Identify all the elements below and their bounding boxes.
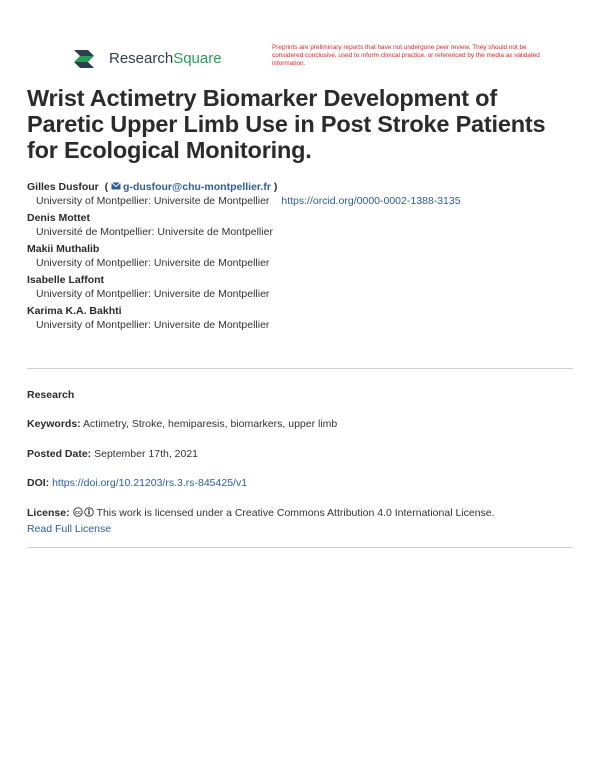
email-open-paren: (: [101, 181, 109, 193]
author-list: [27, 180, 577, 335]
posted-date-value: September 17th, 2021: [94, 448, 199, 460]
posted-date-label: Posted Date:: [27, 448, 92, 460]
doi-label: DOI:: [27, 477, 50, 489]
orcid-link[interactable]: https://orcid.org/0000-0002-1388-3135: [281, 195, 461, 207]
keywords-value: Actimetry, Stroke, hemiparesis, biomarkers, upper limb: [83, 418, 338, 430]
author-entry: [27, 273, 577, 301]
email-close-paren: ): [273, 181, 278, 193]
author-name: Isabelle Laffont: [27, 274, 105, 286]
read-full-license-link[interactable]: Read Full License: [27, 523, 112, 535]
logo-text: [109, 50, 222, 67]
author-email-link[interactable]: g-dusfour@chu-montpellier.fr: [123, 181, 271, 193]
author-affiliation: University of Montpellier: Universite de Montpellier: [36, 195, 270, 207]
divider-top: [27, 368, 573, 369]
research-square-logo-icon: [72, 46, 102, 70]
author-affiliation: University of Montpellier: Universite de Montpellier: [36, 319, 270, 331]
author-name: Makii Muthalib: [27, 243, 100, 255]
author-affiliation: Université de Montpellier: Universite de Montpellier: [36, 226, 273, 238]
research-square-logo[interactable]: [72, 46, 222, 70]
section-type: Research: [27, 389, 75, 401]
envelope-icon: [111, 182, 121, 190]
doi-row: [27, 475, 247, 491]
author-affiliation: University of Montpellier: Universite de Montpellier: [36, 288, 270, 300]
author-entry: [27, 211, 577, 239]
author-entry: [27, 180, 577, 208]
license-text: This work is licensed under a Creative Commons Attribution 4.0 International License.: [96, 507, 495, 519]
license-label: License:: [27, 507, 70, 519]
posted-date-row: [27, 446, 198, 462]
author-affiliation: University of Montpellier: Universite de Montpellier: [36, 257, 270, 269]
keywords-row: [27, 416, 337, 432]
preprint-disclaimer: Preprints are preliminary reports that have not undergone peer review. They should not be considered conclusive, used to inform clinical practice, or referenced by the media as validated information.: [272, 44, 540, 67]
logo-text-research: Research: [109, 49, 174, 67]
creative-commons-icon: [73, 507, 95, 517]
author-entry: [27, 242, 577, 270]
divider-bottom: [27, 547, 573, 548]
author-name: Karima K.A. Bakhti: [27, 305, 122, 317]
svg-text:cc: cc: [74, 510, 81, 517]
section-label: [27, 387, 74, 403]
logo-text-square: Square: [173, 49, 222, 67]
author-name: Denis Mottet: [27, 212, 90, 224]
doi-link[interactable]: https://doi.org/10.21203/rs.3.rs-845425/v1: [52, 477, 248, 489]
paper-title: Wrist Actimetry Biomarker Development of Paretic Upper Limb Use in Post Stroke Patients for Ecological Monitoring.: [27, 85, 546, 163]
author-entry: [27, 304, 577, 332]
keywords-label: Keywords:: [27, 418, 81, 430]
license-row: [27, 505, 573, 537]
author-name: Gilles Dusfour: [27, 181, 99, 193]
